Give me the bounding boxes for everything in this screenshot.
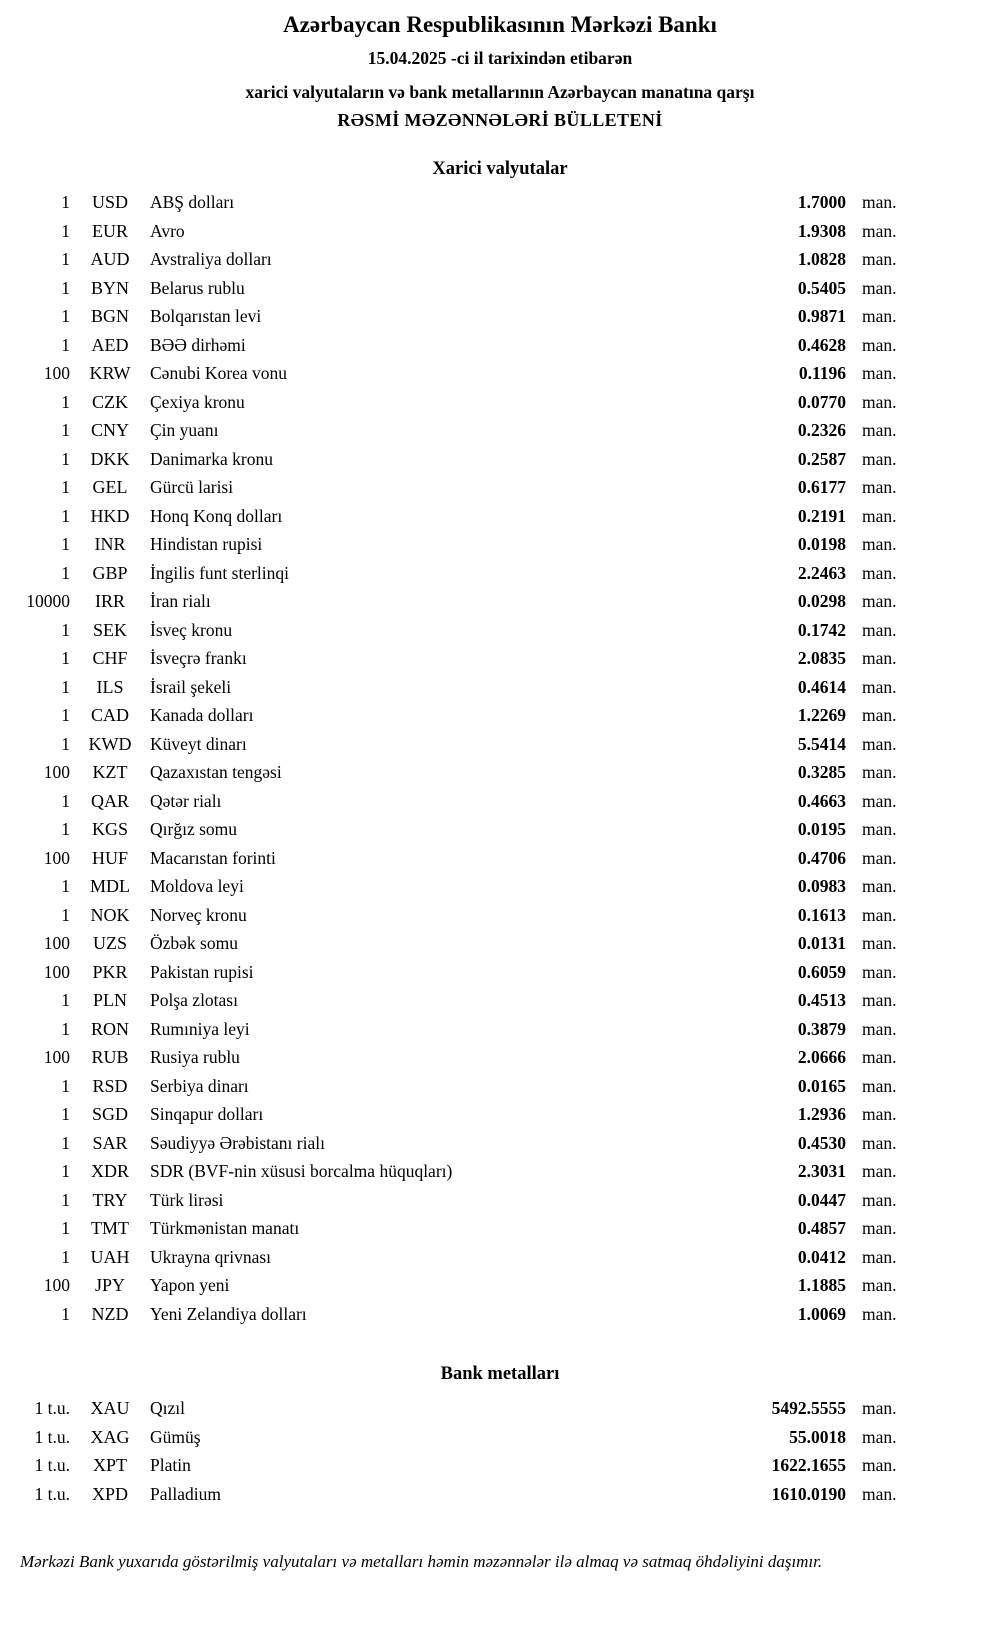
rate-row <box>18 815 908 844</box>
unit-label: man. <box>862 1303 897 1324</box>
quantity-cell: 1 <box>61 334 70 355</box>
unit-label: man. <box>862 477 897 497</box>
rate-value: 0.3879 <box>797 1018 846 1039</box>
quantity-cell: 1 <box>61 448 70 469</box>
rate-row <box>18 188 908 217</box>
rate-row <box>18 730 908 759</box>
currency-name: Küveyt dinarı <box>150 733 247 754</box>
currency-name: SDR (BVF-nin xüsusi borcalma hüquqları) <box>150 1161 453 1181</box>
currency-name: Platin <box>150 1455 191 1475</box>
rate-row <box>18 416 908 445</box>
unit-label: man. <box>862 1047 897 1067</box>
unit-label: man. <box>862 1075 897 1096</box>
quantity-cell: 1 <box>61 1075 70 1096</box>
rate-value: 1.7000 <box>797 192 846 212</box>
rate-value: 1.1885 <box>797 1275 846 1295</box>
rate-row <box>18 673 908 702</box>
quantity-cell: 1 t.u. <box>34 1426 70 1447</box>
currency-code: UAH <box>90 1246 130 1267</box>
currency-name: Moldova leyi <box>150 876 244 896</box>
unit-label: man. <box>862 591 897 611</box>
quantity-cell: 1 <box>61 477 70 497</box>
unit-label: man. <box>862 249 897 269</box>
unit-label: man. <box>862 1161 897 1181</box>
rate-value: 1.9308 <box>797 220 846 241</box>
unit-label: man. <box>862 1104 897 1124</box>
rate-value: 0.9871 <box>797 306 846 326</box>
quantity-cell: 1 <box>61 505 70 526</box>
quantity-cell: 1 <box>61 1189 70 1210</box>
quantity-cell: 1 <box>61 1218 70 1238</box>
bulletin-title: RƏSMİ MƏZƏNNƏLƏRİ BÜLLETENİ <box>337 110 663 130</box>
currency-code: MDL <box>90 876 130 896</box>
rate-value: 0.0447 <box>797 1189 846 1210</box>
currency-name: Norveç kronu <box>150 904 247 925</box>
rate-row <box>18 1451 908 1480</box>
quantity-cell: 1 <box>61 819 70 839</box>
currency-name: Türkmənistan manatı <box>150 1218 300 1238</box>
rate-row <box>18 929 908 958</box>
rate-row <box>18 1271 908 1300</box>
rate-value: 1.2269 <box>797 705 846 725</box>
rate-value: 1610.0190 <box>771 1483 846 1504</box>
rate-row <box>18 986 908 1015</box>
currency-code: XAG <box>90 1426 130 1447</box>
currency-name: Danimarka kronu <box>150 448 273 469</box>
rate-row <box>18 587 908 616</box>
quantity-cell: 1 t.u. <box>34 1398 70 1418</box>
currency-name: Polşa zlotası <box>150 990 238 1010</box>
unit-label: man. <box>862 1483 897 1504</box>
quantity-cell: 1 <box>61 306 70 326</box>
rate-value: 0.0195 <box>797 819 846 839</box>
unit-label: man. <box>862 762 897 782</box>
currency-name: Qazaxıstan tengəsi <box>150 762 282 782</box>
unit-label: man. <box>862 790 897 811</box>
quantity-cell: 1 <box>61 249 70 269</box>
quantity-cell: 1 <box>61 705 70 725</box>
quantity-cell: 1 <box>61 648 70 668</box>
currency-name: Honq Konq dolları <box>150 505 283 526</box>
unit-label: man. <box>862 819 897 839</box>
currency-name: Belarus rublu <box>150 277 245 298</box>
rate-value: 1622.1655 <box>771 1455 846 1475</box>
rate-row <box>18 1423 908 1452</box>
currency-code: USD <box>91 192 128 212</box>
rate-value: 0.0983 <box>797 876 846 896</box>
currency-code: QAR <box>90 790 129 811</box>
rate-value: 1.2936 <box>797 1104 846 1124</box>
rate-row <box>18 787 908 816</box>
quantity-cell: 1 <box>61 277 70 298</box>
unit-label: man. <box>862 420 897 440</box>
quantity-cell: 1 <box>61 391 70 412</box>
unit-label: man. <box>862 648 897 668</box>
currency-code: RON <box>90 1018 129 1039</box>
rate-row <box>18 1100 908 1129</box>
currency-name: İngilis funt sterlinqi <box>150 562 290 583</box>
currency-code: CZK <box>92 391 128 412</box>
currency-name: Qızıl <box>150 1398 185 1418</box>
currency-code: KGS <box>91 819 128 839</box>
rate-row <box>18 901 908 930</box>
currency-name: Yapon yeni <box>150 1275 230 1295</box>
rate-value: 0.2326 <box>797 420 846 440</box>
currency-code: GBP <box>92 562 128 583</box>
quantity-cell: 1 <box>61 1132 70 1153</box>
currency-code: BYN <box>90 277 129 298</box>
quantity-cell: 100 <box>43 1047 70 1067</box>
quantity-cell: 1 <box>61 904 70 925</box>
currency-name: Macarıstan forinti <box>150 847 276 868</box>
currency-code: SAR <box>92 1132 128 1153</box>
rate-value: 2.3031 <box>797 1161 846 1181</box>
effective-date-line: 15.04.2025 -ci il tarixindən etibarən <box>367 48 633 68</box>
currency-name: Yeni Zelandiya dolları <box>150 1303 307 1324</box>
rate-row <box>18 274 908 303</box>
unit-label: man. <box>862 1398 897 1418</box>
currency-name: Bolqarıstan levi <box>150 306 262 326</box>
currency-name: Kanada dolları <box>150 705 254 725</box>
rate-row <box>18 388 908 417</box>
rate-row <box>18 502 908 531</box>
currency-code: INR <box>94 534 126 554</box>
bank-title: Azərbaycan Respublikasının Mərkəzi Bankı <box>283 12 717 37</box>
rate-value: 0.2587 <box>797 448 846 469</box>
quantity-cell: 10000 <box>26 591 70 611</box>
currency-code: AED <box>91 334 129 355</box>
unit-label: man. <box>862 619 897 640</box>
rate-row <box>18 644 908 673</box>
currency-name: İsrail şekeli <box>150 676 232 697</box>
bulletin-header <box>0 12 1000 131</box>
metals-section-heading: Bank metalları <box>440 1364 560 1384</box>
rate-row <box>18 1043 908 1072</box>
rate-value: 0.1742 <box>797 619 846 640</box>
currency-name: Sinqapur dolları <box>150 1104 264 1124</box>
currency-code: KWD <box>88 733 132 754</box>
rate-row <box>18 844 908 873</box>
rate-value: 2.2463 <box>797 562 846 583</box>
unit-label: man. <box>862 733 897 754</box>
currency-code: EUR <box>92 220 128 241</box>
currency-code: XAU <box>90 1398 130 1418</box>
rate-row <box>18 1300 908 1329</box>
currency-name: Hindistan rupisi <box>150 534 263 554</box>
currency-code: TRY <box>92 1189 128 1210</box>
rate-value: 0.4663 <box>797 790 846 811</box>
currency-code: DKK <box>90 448 130 469</box>
rate-row <box>18 1394 908 1423</box>
quantity-cell: 100 <box>43 933 70 953</box>
unit-label: man. <box>862 391 897 412</box>
quantity-cell: 100 <box>43 961 70 982</box>
rate-row <box>18 872 908 901</box>
unit-label: man. <box>862 1426 897 1447</box>
rate-value: 0.1613 <box>797 904 846 925</box>
unit-label: man. <box>862 277 897 298</box>
currency-code: CAD <box>90 705 129 725</box>
rate-value: 0.2191 <box>797 505 846 526</box>
rate-row <box>18 217 908 246</box>
currency-name: Türk lirəsi <box>150 1189 224 1210</box>
quantity-cell: 1 <box>61 790 70 811</box>
rate-value: 2.0835 <box>797 648 846 668</box>
unit-label: man. <box>862 676 897 697</box>
currency-name: Pakistan rupisi <box>150 961 254 982</box>
unit-label: man. <box>862 306 897 326</box>
currency-code: IRR <box>94 591 125 611</box>
rate-row <box>18 530 908 559</box>
unit-label: man. <box>862 505 897 526</box>
rate-row <box>18 1214 908 1243</box>
quantity-cell: 1 <box>61 534 70 554</box>
rate-row <box>18 559 908 588</box>
currency-name: Rumıniya leyi <box>150 1018 250 1039</box>
currency-name: Qətər rialı <box>150 790 222 811</box>
unit-label: man. <box>862 220 897 241</box>
quantity-cell: 1 <box>61 990 70 1010</box>
quantity-cell: 1 <box>61 1104 70 1124</box>
rate-value: 0.0298 <box>797 591 846 611</box>
rate-value: 0.6059 <box>797 961 846 982</box>
rate-row <box>18 1480 908 1509</box>
currencies-table <box>0 188 1000 1328</box>
unit-label: man. <box>862 1455 897 1475</box>
rate-row <box>18 473 908 502</box>
currency-name: Palladium <box>150 1483 221 1504</box>
rate-value: 1.0069 <box>797 1303 846 1324</box>
currency-code: AUD <box>90 249 130 269</box>
currency-code: CNY <box>90 420 129 440</box>
currency-name: BƏƏ dirhəmi <box>150 334 246 355</box>
currency-code: XPT <box>92 1455 127 1475</box>
rate-row <box>18 245 908 274</box>
currency-code: SGD <box>91 1104 128 1124</box>
unit-label: man. <box>862 534 897 554</box>
bulletin-subtitle: xarici valyutaların və bank metallarının Azərbaycan manatına qarşı <box>245 82 755 102</box>
currency-name: Avro <box>150 220 185 241</box>
rate-value: 0.0770 <box>797 391 846 412</box>
rate-value: 0.4706 <box>797 847 846 868</box>
currency-code: BGN <box>90 306 129 326</box>
currency-name: Çin yuanı <box>150 420 219 440</box>
metals-table <box>0 1394 1000 1508</box>
currency-code: RSD <box>92 1075 128 1096</box>
unit-label: man. <box>862 876 897 896</box>
rate-value: 0.0131 <box>797 933 846 953</box>
currency-name: İsveç kronu <box>150 619 233 640</box>
rate-value: 5.5414 <box>797 733 846 754</box>
currency-code: GEL <box>92 477 128 497</box>
rate-row <box>18 1157 908 1186</box>
currency-code: RUB <box>91 1047 129 1067</box>
currency-code: NOK <box>90 904 130 925</box>
currency-code: JPY <box>94 1275 125 1295</box>
currency-name: İran rialı <box>150 591 211 611</box>
rate-value: 5492.5555 <box>771 1398 846 1418</box>
rate-value: 0.5405 <box>797 277 846 298</box>
rate-row <box>18 1186 908 1215</box>
quantity-cell: 100 <box>43 363 70 383</box>
currency-name: ABŞ dolları <box>150 192 235 212</box>
rate-value: 0.6177 <box>797 477 846 497</box>
quantity-cell: 1 <box>61 619 70 640</box>
currency-code: XDR <box>90 1161 129 1181</box>
unit-label: man. <box>862 1246 897 1267</box>
quantity-cell: 1 <box>61 676 70 697</box>
currency-name: Qırğız somu <box>150 819 238 839</box>
rate-row <box>18 958 908 987</box>
quantity-cell: 1 <box>61 1018 70 1039</box>
rate-row <box>18 701 908 730</box>
quantity-cell: 1 t.u. <box>34 1455 70 1475</box>
unit-label: man. <box>862 933 897 953</box>
unit-label: man. <box>862 1018 897 1039</box>
unit-label: man. <box>862 192 897 212</box>
rate-value: 0.3285 <box>797 762 846 782</box>
currency-code: HUF <box>91 847 128 868</box>
currency-code: ILS <box>96 676 124 697</box>
rate-row <box>18 1243 908 1272</box>
disclaimer-text: Mərkəzi Bank yuxarıda göstərilmiş valyutaları və metalları həmin məzənnələr ilə almaq və satmaq öhdəliyini daşımır. <box>20 1552 823 1571</box>
currency-name: Gümüş <box>150 1426 201 1447</box>
rate-value: 0.0165 <box>797 1075 846 1096</box>
quantity-cell: 1 <box>61 1246 70 1267</box>
rate-row <box>18 359 908 388</box>
rate-row <box>18 1015 908 1044</box>
rate-value: 0.4513 <box>797 990 846 1010</box>
rate-row <box>18 1129 908 1158</box>
rate-row <box>18 1072 908 1101</box>
unit-label: man. <box>862 904 897 925</box>
unit-label: man. <box>862 961 897 982</box>
unit-label: man. <box>862 448 897 469</box>
unit-label: man. <box>862 847 897 868</box>
quantity-cell: 1 <box>61 420 70 440</box>
unit-label: man. <box>862 990 897 1010</box>
quantity-cell: 100 <box>43 847 70 868</box>
rate-row <box>18 616 908 645</box>
quantity-cell: 1 <box>61 192 70 212</box>
quantity-cell: 100 <box>43 762 70 782</box>
currency-name: Səudiyyə Ərəbistanı rialı <box>150 1132 325 1153</box>
unit-label: man. <box>862 705 897 725</box>
quantity-cell: 1 <box>61 1303 70 1324</box>
currency-name: Gürcü larisi <box>150 477 234 497</box>
rate-value: 2.0666 <box>797 1047 846 1067</box>
quantity-cell: 1 <box>61 876 70 896</box>
rate-value: 0.1196 <box>798 363 846 383</box>
rate-value: 0.4857 <box>797 1218 846 1238</box>
unit-label: man. <box>862 562 897 583</box>
currency-code: TMT <box>91 1218 129 1238</box>
quantity-cell: 1 t.u. <box>34 1483 70 1504</box>
currency-code: HKD <box>90 505 130 526</box>
rate-row <box>18 302 908 331</box>
currency-code: PLN <box>92 990 127 1010</box>
currency-code: UZS <box>92 933 127 953</box>
currency-name: Rusiya rublu <box>150 1047 240 1067</box>
currency-name: Çexiya kronu <box>150 391 245 412</box>
rate-value: 0.0412 <box>797 1246 846 1267</box>
currency-code: PKR <box>92 961 128 982</box>
rate-row <box>18 331 908 360</box>
rate-value: 55.0018 <box>789 1426 846 1447</box>
currency-name: Serbiya dinarı <box>150 1075 249 1096</box>
currency-code: XPD <box>91 1483 128 1504</box>
unit-label: man. <box>862 334 897 355</box>
rate-value: 0.0198 <box>797 534 846 554</box>
unit-label: man. <box>862 1132 897 1153</box>
unit-label: man. <box>862 1275 897 1295</box>
rate-row <box>18 445 908 474</box>
quantity-cell: 1 <box>61 562 70 583</box>
rate-value: 0.4628 <box>797 334 846 355</box>
unit-label: man. <box>862 363 897 383</box>
currency-code: KRW <box>89 363 131 383</box>
currency-code: NZD <box>91 1303 129 1324</box>
unit-label: man. <box>862 1218 897 1238</box>
rate-value: 0.4614 <box>797 676 846 697</box>
quantity-cell: 100 <box>43 1275 70 1295</box>
rate-row <box>18 758 908 787</box>
currency-name: İsveçrə frankı <box>150 648 247 668</box>
quantity-cell: 1 <box>61 733 70 754</box>
currency-code: CHF <box>92 648 128 668</box>
currency-code: SEK <box>92 619 127 640</box>
currency-code: KZT <box>92 762 128 782</box>
rate-value: 0.4530 <box>797 1132 846 1153</box>
currency-name: Avstraliya dolları <box>150 249 272 269</box>
currency-name: Cənubi Korea vonu <box>150 363 288 383</box>
quantity-cell: 1 <box>61 1161 70 1181</box>
rate-value: 1.0828 <box>797 249 846 269</box>
unit-label: man. <box>862 1189 897 1210</box>
currency-name: Ukrayna qrivnası <box>150 1246 272 1267</box>
currencies-section-heading: Xarici valyutalar <box>432 159 568 179</box>
quantity-cell: 1 <box>61 220 70 241</box>
currency-name: Özbək somu <box>150 933 238 953</box>
